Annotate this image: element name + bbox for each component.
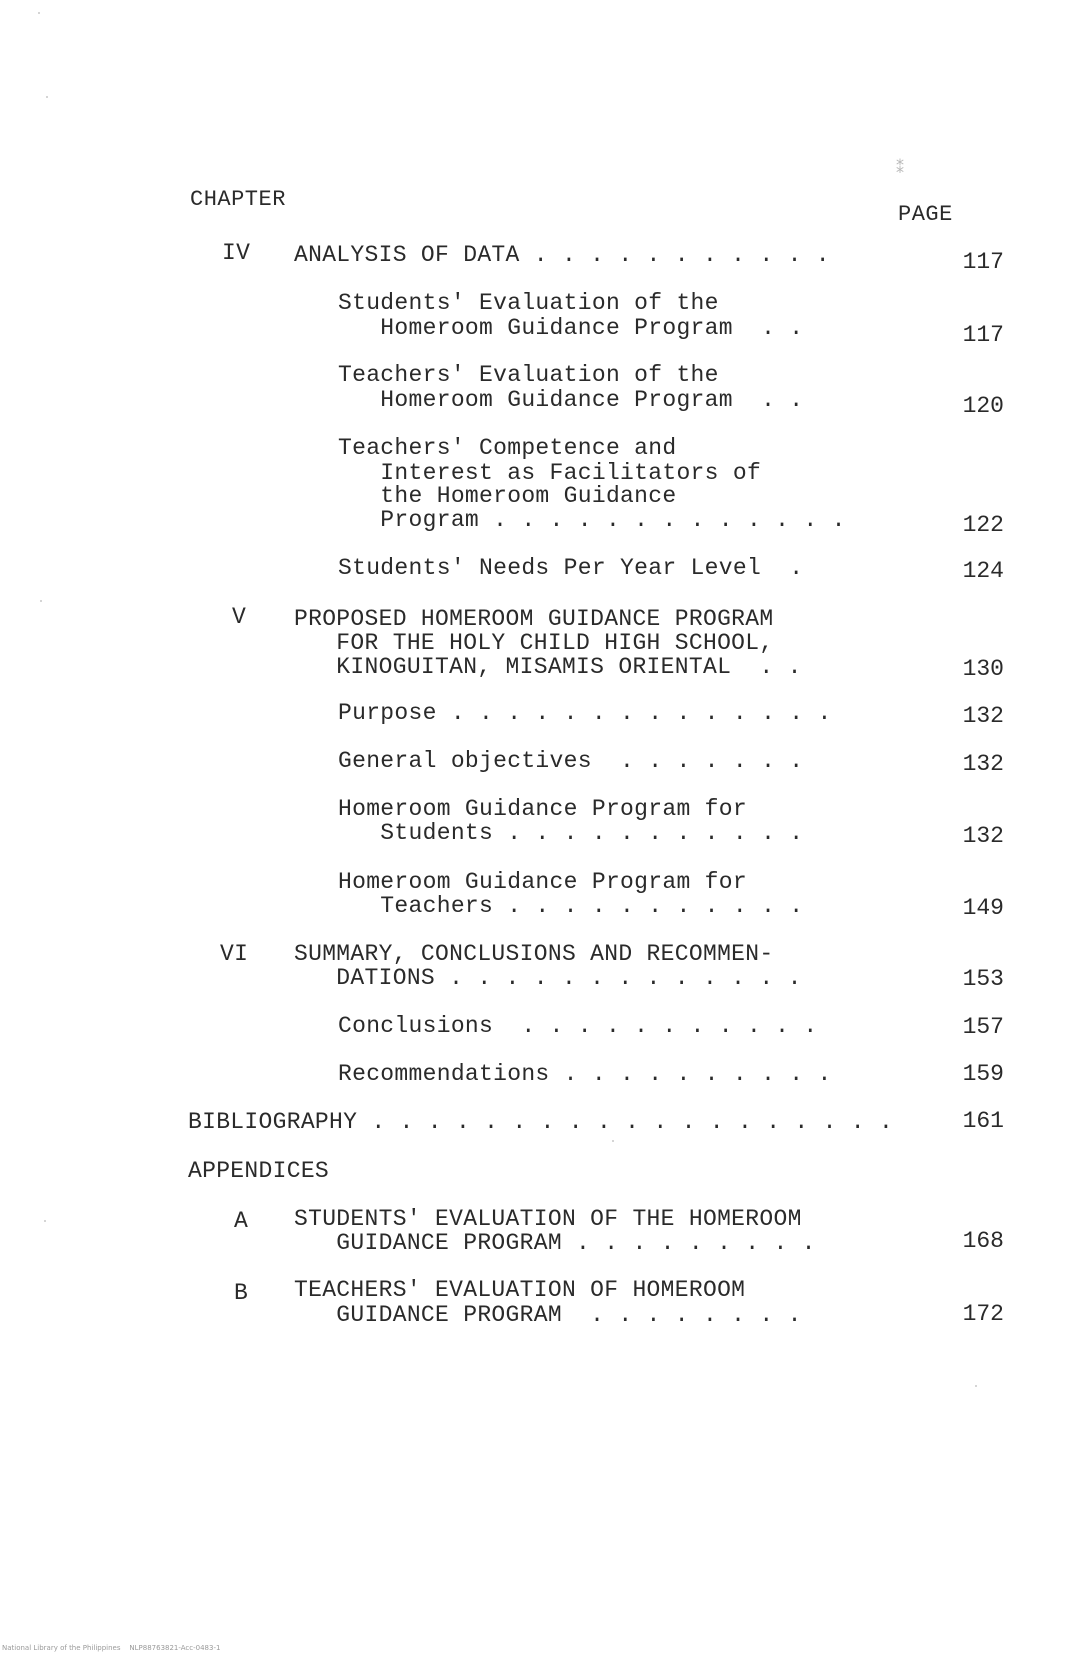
chapter-title-line: KINOGUITAN, MISAMIS ORIENTAL . . xyxy=(294,654,802,680)
section-line: Program . . . . . . . . . . . . . xyxy=(338,507,846,533)
scan-speck xyxy=(40,600,42,602)
chapter-numeral: VI xyxy=(220,941,249,967)
chapter-column-header: CHAPTER xyxy=(190,187,286,212)
page-number: 120 xyxy=(962,393,1004,419)
page-number: 124 xyxy=(962,558,1004,584)
page-column-header: PAGE xyxy=(898,202,953,227)
bibliography-entry: BIBLIOGRAPHY . . . . . . . . . . . . . . . . . . . xyxy=(188,1109,894,1135)
appendices-heading: APPENDICES xyxy=(188,1158,330,1184)
page-number: 132 xyxy=(962,823,1004,849)
appendix-title-line: GUIDANCE PROGRAM . . . . . . . . xyxy=(294,1302,802,1328)
section-line: Teachers' Competence and xyxy=(338,435,677,461)
page-number: 132 xyxy=(962,703,1004,729)
section-line: Homeroom Guidance Program . . xyxy=(338,315,804,341)
page-number: 172 xyxy=(962,1301,1004,1327)
section-line: Homeroom Guidance Program for xyxy=(338,869,747,895)
appendix-title-line: TEACHERS' EVALUATION OF HOMEROOM xyxy=(294,1277,746,1303)
appendix-title-line: STUDENTS' EVALUATION OF THE HOMEROOM xyxy=(294,1206,802,1232)
appendix-title-line: GUIDANCE PROGRAM . . . . . . . . . xyxy=(294,1230,816,1256)
scan-speck xyxy=(44,1220,46,1222)
page-number: 117 xyxy=(962,322,1004,348)
page-number: 157 xyxy=(962,1014,1004,1040)
section-line: Students' Evaluation of the xyxy=(338,290,719,316)
page-number: 132 xyxy=(962,751,1004,777)
section-line: Teachers' Evaluation of the xyxy=(338,362,719,388)
chapter-numeral: IV xyxy=(222,240,251,266)
chapter-title-line: FOR THE HOLY CHILD HIGH SCHOOL, xyxy=(294,630,774,656)
section-line: Purpose . . . . . . . . . . . . . . xyxy=(338,700,832,726)
chapter-title-line: SUMMARY, CONCLUSIONS AND RECOMMEN- xyxy=(294,941,774,967)
section-line: Teachers . . . . . . . . . . . xyxy=(338,893,804,919)
appendix-letter: B xyxy=(234,1280,249,1306)
section-line: Homeroom Guidance Program . . xyxy=(338,387,804,413)
section-line: Students . . . . . . . . . . . xyxy=(338,820,804,846)
page-number: 122 xyxy=(962,512,1004,538)
page-number: 168 xyxy=(962,1228,1004,1254)
scan-speck xyxy=(612,1140,614,1142)
page-number: 161 xyxy=(962,1108,1004,1134)
scan-footer: National Library of the Philippines NLP88763821-Acc-0483-1 xyxy=(2,1644,221,1652)
page-number: 149 xyxy=(962,895,1004,921)
page-number: 117 xyxy=(962,249,1004,275)
chapter-title-line: PROPOSED HOMEROOM GUIDANCE PROGRAM xyxy=(294,606,774,632)
chapter-title-line: DATIONS . . . . . . . . . . . . . xyxy=(294,965,802,991)
corner-mark: ⁑ xyxy=(896,160,904,178)
section-line: Conclusions . . . . . . . . . . . xyxy=(338,1013,818,1039)
page-number: 130 xyxy=(962,656,1004,682)
section-line: Interest as Facilitators of xyxy=(338,460,762,486)
section-line: General objectives . . . . . . . xyxy=(338,748,804,774)
appendix-letter: A xyxy=(234,1208,249,1234)
section-line: Students' Needs Per Year Level . xyxy=(338,555,804,581)
page-number: 153 xyxy=(962,966,1004,992)
chapter-title-line: ANALYSIS OF DATA . . . . . . . . . . . xyxy=(294,242,830,268)
scan-speck xyxy=(38,12,40,14)
chapter-numeral: V xyxy=(232,604,247,630)
page-number: 159 xyxy=(962,1061,1004,1087)
section-line: the Homeroom Guidance xyxy=(338,483,677,509)
scan-speck xyxy=(975,1385,977,1387)
section-line: Homeroom Guidance Program for xyxy=(338,796,747,822)
section-line: Recommendations . . . . . . . . . . xyxy=(338,1061,832,1087)
scan-speck xyxy=(46,96,48,98)
